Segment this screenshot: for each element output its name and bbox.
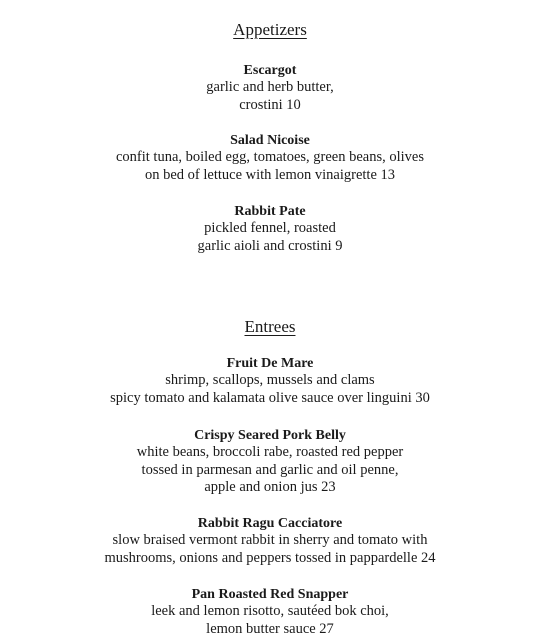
- item-description: tossed in parmesan and garlic and oil penne,: [141, 461, 399, 478]
- menu-item-rabbit-ragu: [0, 515, 540, 567]
- item-name: Pan Roasted Red Snapper: [191, 587, 349, 602]
- item-description: confit tuna, boiled egg, tomatoes, green beans, olives: [115, 149, 425, 165]
- menu-item-rabbit-pate: [0, 203, 540, 255]
- item-name: Rabbit Pate: [234, 204, 306, 219]
- item-description: shrimp, scallops, mussels and clams: [165, 372, 375, 388]
- menu-item-red-snapper: [0, 586, 540, 638]
- item-description: white beans, broccoli rabe, roasted red pepper: [136, 444, 404, 460]
- menu-item-pork-belly: [0, 427, 540, 497]
- menu-item-salad-nicoise: [0, 132, 540, 184]
- item-description: garlic and herb butter,: [206, 79, 334, 95]
- section-title-appetizers: Appetizers: [233, 20, 307, 39]
- item-description: pickled fennel, roasted: [204, 220, 336, 236]
- item-description: crostini 10: [239, 96, 301, 113]
- item-description: garlic aioli and crostini 9: [197, 237, 343, 254]
- item-name: Rabbit Ragu Cacciatore: [197, 516, 343, 531]
- item-description: apple and onion jus 23: [204, 479, 336, 495]
- item-description: lemon butter sauce 27: [206, 620, 334, 637]
- item-name: Escargot: [243, 63, 297, 78]
- item-description: spicy tomato and kalamata olive sauce over linguini 30: [110, 389, 430, 406]
- item-description: slow braised vermont rabbit in sherry and tomato with: [112, 532, 428, 548]
- section-title-entrees: Entrees: [244, 317, 296, 336]
- item-description: on bed of lettuce with lemon vinaigrette 13: [144, 166, 396, 183]
- item-name: Salad Nicoise: [230, 133, 310, 148]
- menu-item-fruit-de-mare: [0, 355, 540, 407]
- item-name: Fruit De Mare: [226, 356, 314, 371]
- item-description: leek and lemon risotto, sautéed bok choi,: [151, 603, 389, 619]
- item-description: mushrooms, onions and peppers tossed in pappardelle 24: [104, 549, 436, 566]
- menu-item-escargot: [0, 62, 540, 114]
- item-name: Crispy Seared Pork Belly: [194, 428, 346, 443]
